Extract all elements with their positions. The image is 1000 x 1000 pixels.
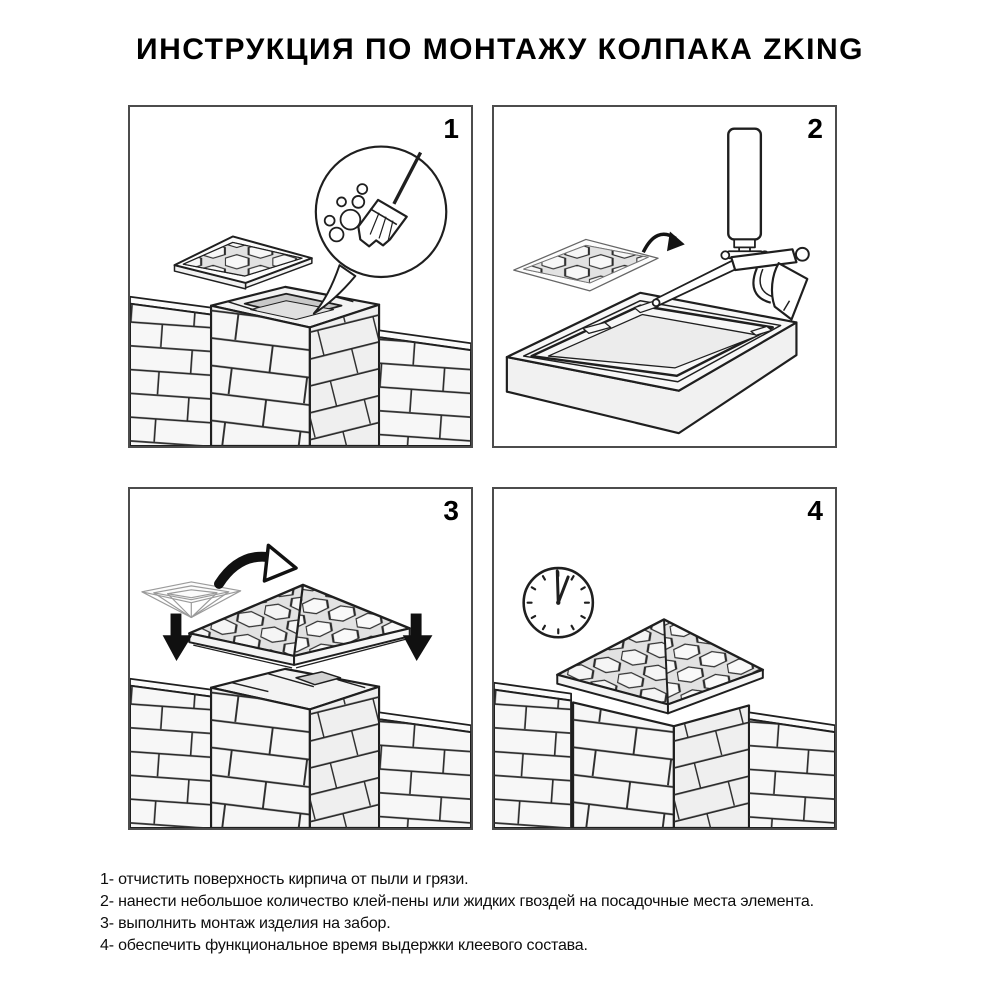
- step-number: 1: [443, 113, 459, 144]
- instruction-line-1: 1- отчистить поверхность кирпича от пыли и грязи.: [100, 871, 469, 888]
- installed-cap-illustration: [557, 619, 763, 713]
- cap-illustration: [174, 236, 311, 288]
- flip-arrow-icon: [643, 232, 685, 253]
- instruction-line-2: 2- нанести небольшое количество клей-пены или жидких гвоздей на посадочные места элемента.: [100, 893, 814, 910]
- step3-illustration: [130, 489, 471, 828]
- step-panel-3: [128, 487, 473, 830]
- flip-arrow-icon: [219, 545, 296, 584]
- small-cap-illustration: [514, 239, 658, 290]
- pillar: [211, 287, 379, 446]
- step-number: 2: [807, 113, 823, 144]
- speech-bubble: [314, 147, 446, 314]
- step-number: 3: [443, 495, 459, 526]
- pillar: [211, 669, 379, 828]
- instruction-line-3: 3- выполнить монтаж изделия на забор.: [100, 915, 391, 932]
- page-title: ИНСТРУКЦИЯ ПО МОНТАЖУ КОЛПАКА ZKING: [136, 33, 864, 66]
- cap-illustration: [189, 585, 409, 668]
- down-arrow-icon: [163, 614, 193, 661]
- step-panel-4: [492, 487, 837, 830]
- step4-illustration: [494, 489, 835, 828]
- step2-illustration: [494, 107, 835, 446]
- step1-illustration: [130, 107, 471, 446]
- brick-fence: [130, 669, 471, 828]
- pillar: [573, 702, 749, 828]
- down-arrow-icon: [403, 614, 433, 661]
- step-number: 4: [807, 495, 823, 526]
- step-panel-2: [492, 105, 837, 448]
- instruction-line-4: 4- обеспечить функциональное время выдержки клеевого состава.: [100, 937, 588, 954]
- brick-fence: [130, 287, 471, 446]
- ghost-cap-illustration: [142, 582, 241, 618]
- flipped-cap-tray: [507, 293, 797, 433]
- step-panel-1: [128, 105, 473, 448]
- foam-gun-icon: [653, 129, 809, 320]
- clock-icon: [524, 568, 593, 637]
- instruction-list: [100, 869, 814, 957]
